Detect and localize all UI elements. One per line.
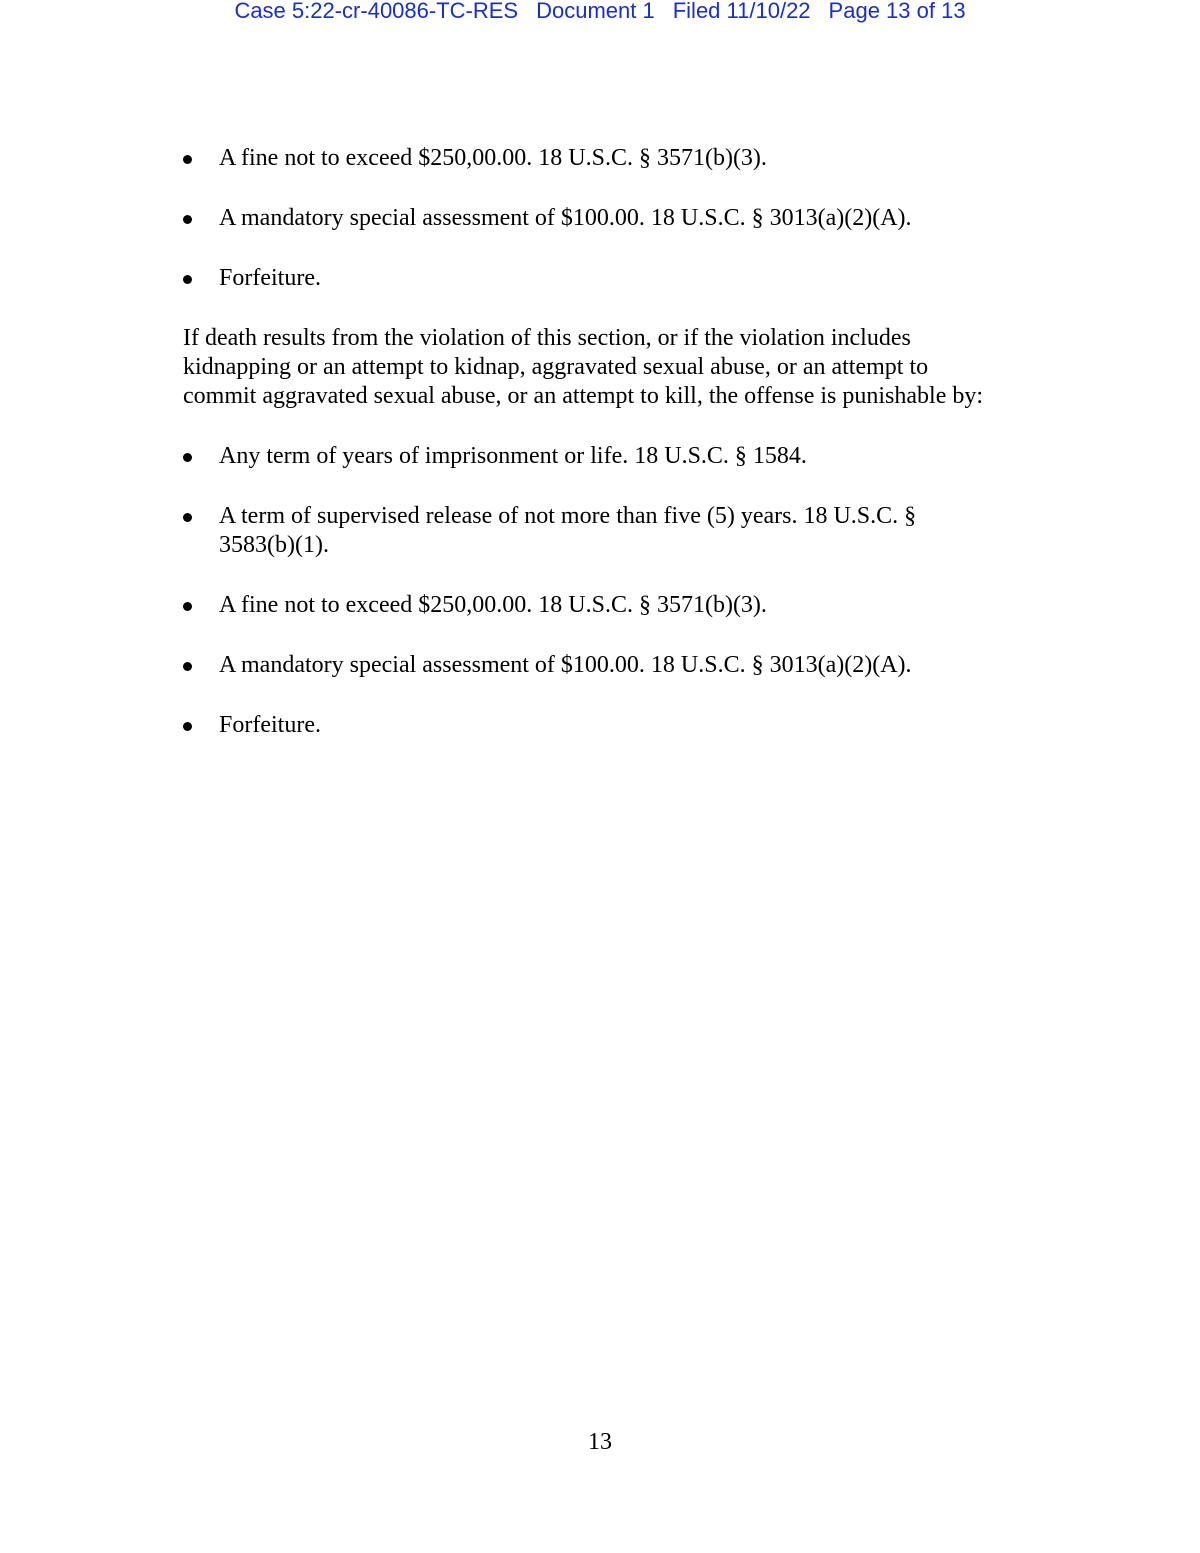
list-item-text: A mandatory special assessment of $100.00. 18 U.S.C. § 3013(a)(2)(A).: [219, 652, 912, 678]
bullet-icon: [183, 453, 192, 462]
filing-header: [0, 0, 1200, 28]
list-item: [183, 651, 1053, 680]
list-item: [183, 144, 1053, 173]
list-item-text: A fine not to exceed $250,00.00. 18 U.S.C. § 3571(b)(3).: [219, 592, 767, 618]
penalty-list-bottom: [183, 442, 1053, 740]
case-number: Case 5:22-cr-40086-TC-RES: [234, 0, 519, 23]
list-item-text: A fine not to exceed $250,00.00. 18 U.S.C. § 3571(b)(3).: [219, 145, 767, 171]
bullet-icon: [183, 602, 192, 611]
list-item: [183, 502, 1053, 560]
list-item-text: Any term of years of imprisonment or life. 18 U.S.C. § 1584.: [219, 443, 807, 469]
bullet-icon: [183, 275, 192, 284]
list-item-text: A term of supervised release of not more than five (5) years. 18 U.S.C. § 3583(b)(1).: [219, 503, 917, 558]
enhanced-penalty-paragraph: If death results from the violation of this section, or if the violation includes kidnapping or an attempt to kidnap, aggravated sexual abuse, or an attempt to commit aggravated sexual abuse, or an attempt to kill, the offense is punishable by:: [183, 325, 984, 409]
list-item: [183, 204, 1053, 233]
page-of-pages: Page 13 of 13: [828, 0, 966, 23]
bullet-icon: [183, 662, 192, 671]
bullet-icon: [183, 215, 192, 224]
list-item-text: Forfeiture.: [219, 712, 321, 738]
list-item-text: Forfeiture.: [219, 265, 321, 291]
list-item: [183, 264, 1053, 293]
bullet-icon: [183, 722, 192, 731]
filed-date: Filed 11/10/22: [672, 0, 811, 23]
bullet-icon: [183, 513, 192, 522]
list-item: [183, 442, 1053, 471]
document-body: [183, 144, 1053, 771]
list-item: [183, 711, 1053, 740]
page-number: 13: [588, 1429, 612, 1455]
bullet-icon: [183, 155, 192, 164]
penalty-list-top: [183, 144, 1053, 293]
list-item: [183, 591, 1053, 620]
list-item-text: A mandatory special assessment of $100.00. 18 U.S.C. § 3013(a)(2)(A).: [219, 205, 912, 231]
document-number: Document 1: [536, 0, 655, 23]
